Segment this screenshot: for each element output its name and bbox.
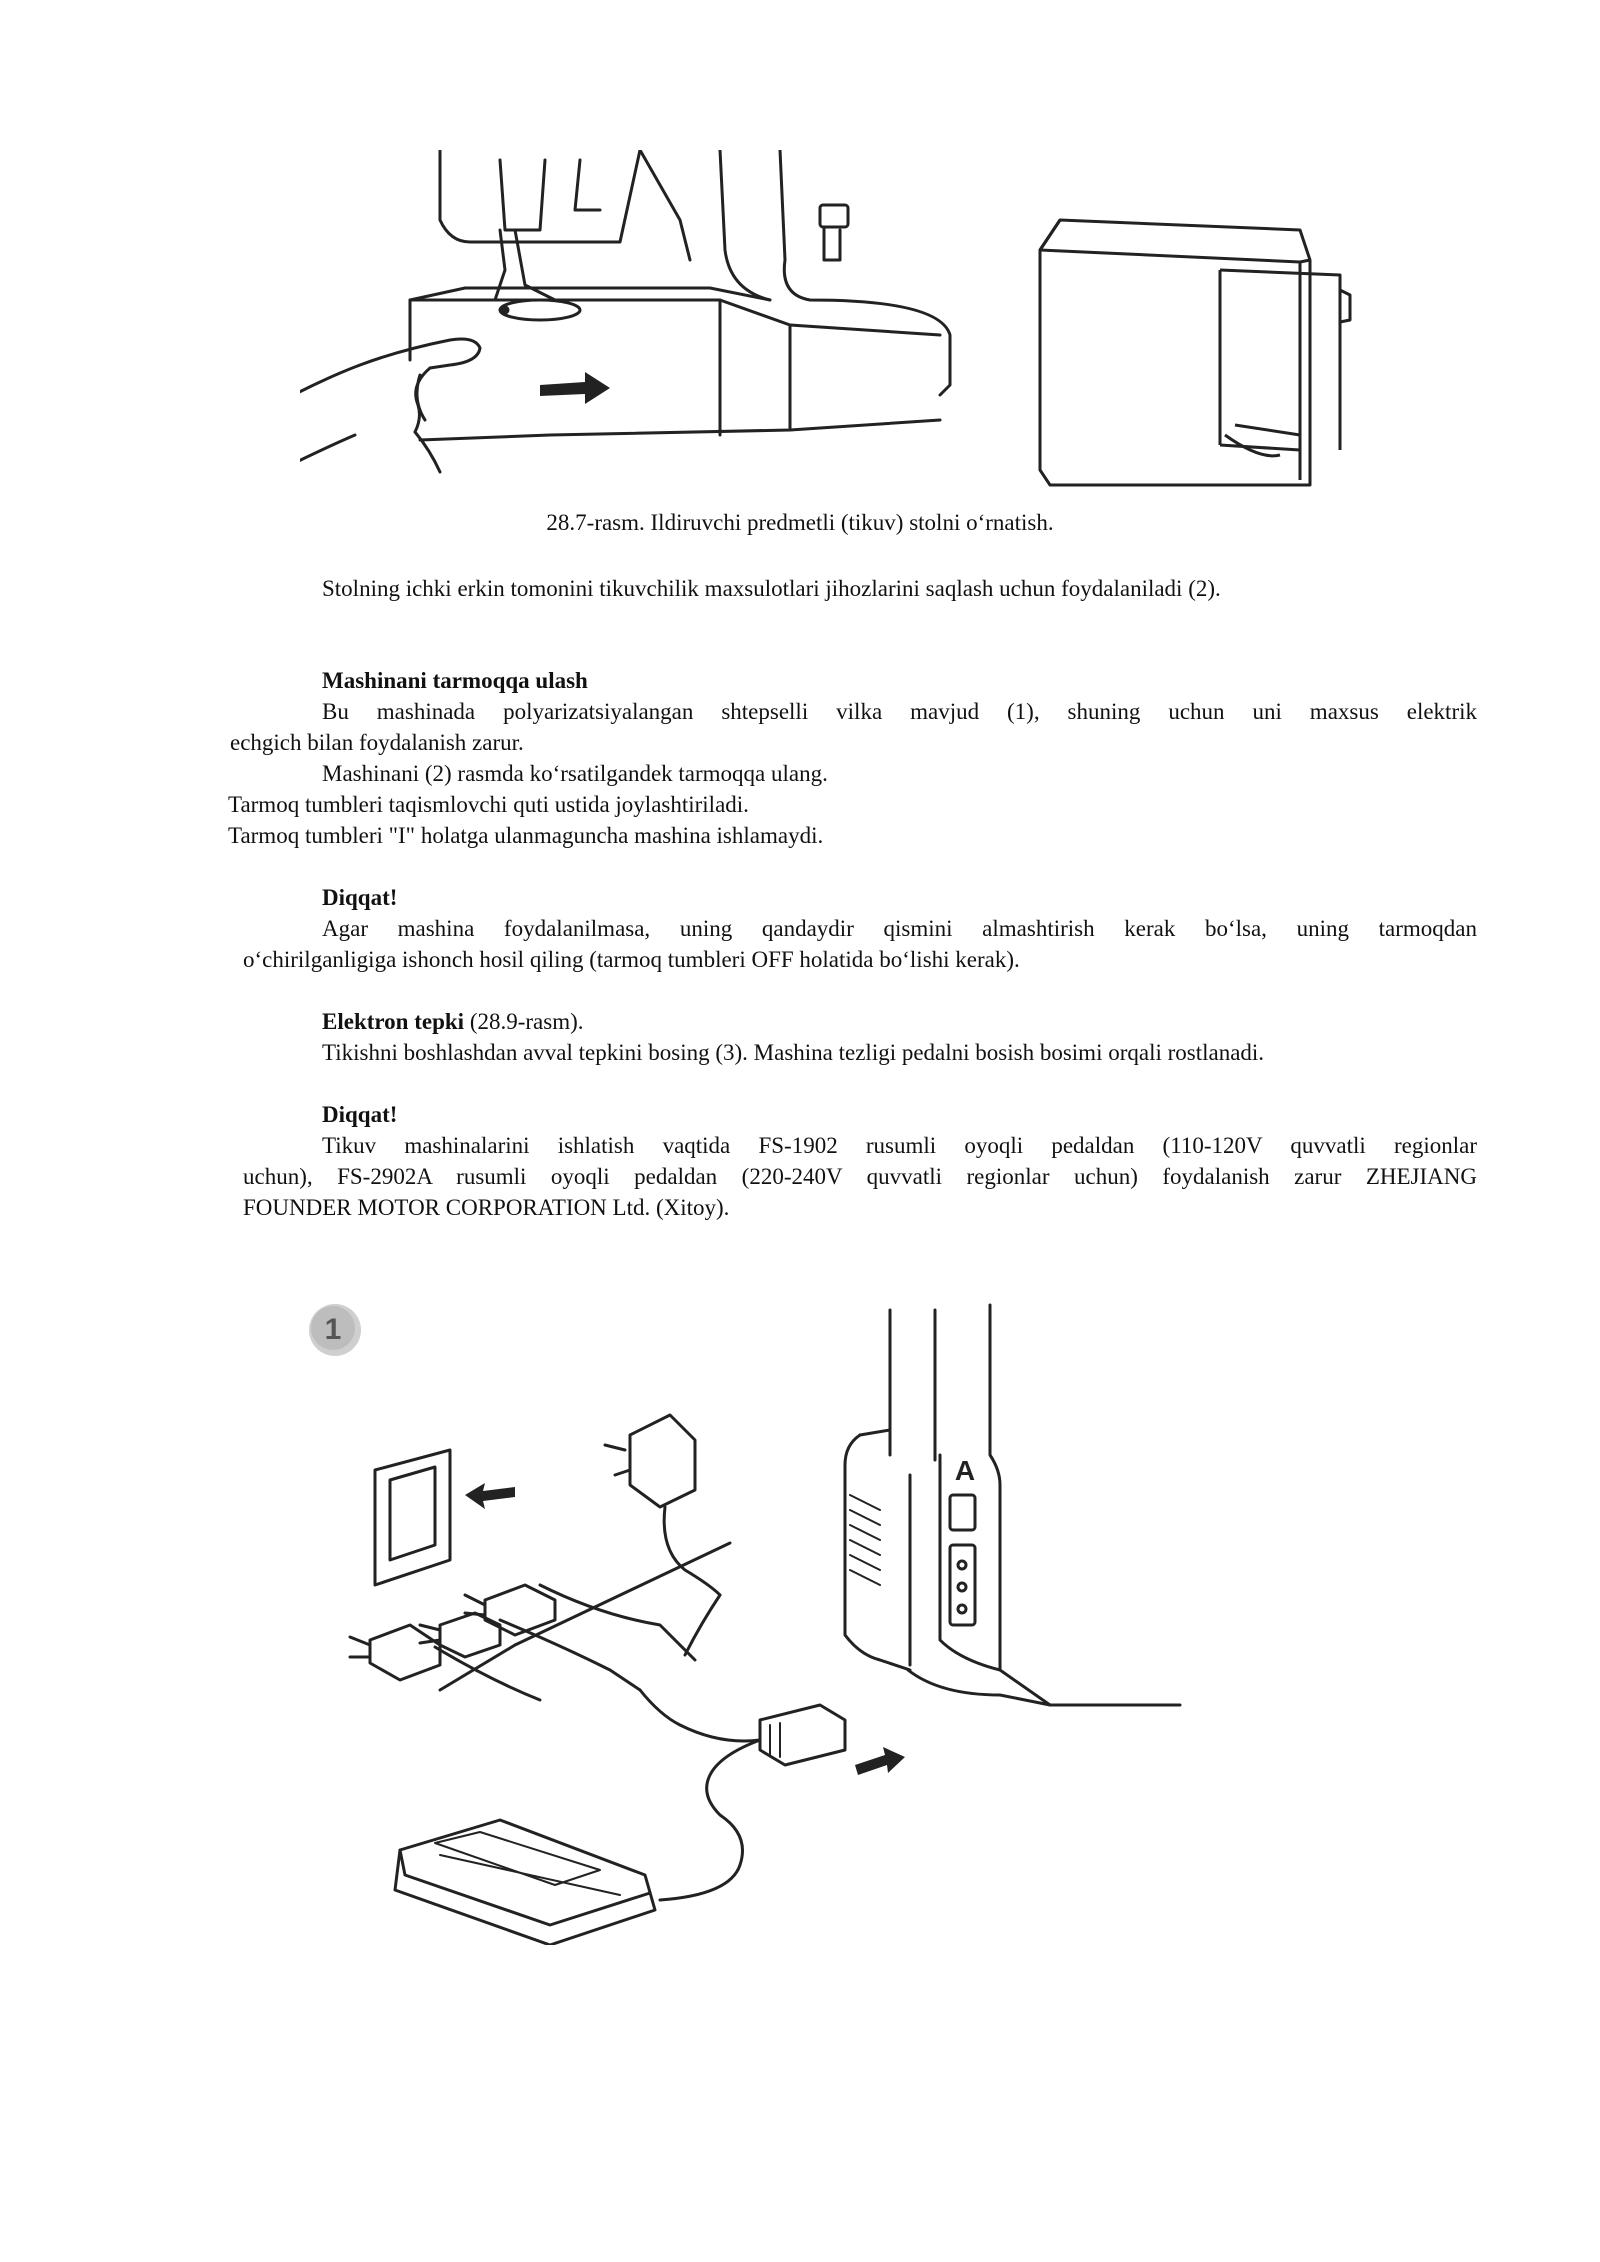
heading-attention-1: Diqqat! [322, 885, 398, 910]
attention-1-line2: oʻchirilganligiga ishonch hosil qiling (tarmoq tumbleri OFF holatida boʻlishi kerak). [243, 947, 1020, 972]
step-number-badge [309, 1304, 361, 1356]
figure-power-connection [300, 1295, 1190, 1945]
label-a: A [954, 1455, 976, 1486]
figure-caption-28-7: 28.7-rasm. Ildiruvchi predmetli (tikuv) stolni oʻrnatish. [546, 510, 1054, 535]
figure-extension-table [300, 150, 1420, 515]
attention-2-line2: uchun), FS-2902A rusumli oyoqli pedaldan (220-240V quvvatli regionlar uchun) foydalanish zarur ZHEJIANG [243, 1164, 1477, 1189]
heading-electronic-pedal [322, 1006, 584, 1037]
paragraph-switch-location: Tarmoq tumbleri taqismlovchi quti ustida joylashtiriladi. [228, 792, 749, 817]
paragraph-switch-position: Tarmoq tumbleri "I" holatga ulanmaguncha mashina ishlamaydi. [228, 823, 824, 848]
attention-2-line1: Tikuv mashinalarini ishlatish vaqtida FS-1902 rusumli oyoqli pedaldan (110-120V quvvatli regionlar [322, 1133, 1477, 1158]
paragraph-connect-figure: Mashinani (2) rasmda koʻrsatilgandek tarmoqqa ulang. [322, 761, 828, 786]
attention-2-line3: FOUNDER MOTOR CORPORATION Ltd. (Xitoy). [243, 1195, 730, 1220]
paragraph-pedal-usage: Tikishni boshlashdan avval tepkini bosing (3). Mashina tezligi pedalni bosish bosimi orqali rostlanadi. [322, 1040, 1265, 1065]
pedal-heading-bold: Elektron tepki [322, 1009, 465, 1034]
pedal-heading-ref: (28.9-rasm). [464, 1009, 584, 1034]
heading-connect-to-mains: Mashinani tarmoqqa ulash [322, 668, 588, 693]
paragraph-connect-line2: echgich bilan foydalanish zarur. [230, 730, 524, 755]
attention-1-line1: Agar mashina foydalanilmasa, uning qandaydir qismini almashtirish kerak boʻlsa, uning tarmoqdan [322, 916, 1477, 941]
paragraph-storage: Stolning ichki erkin tomonini tikuvchilik maxsulotlari jihozlarini saqlash uchun foydalaniladi (2). [322, 576, 1221, 601]
heading-attention-2: Diqqat! [322, 1102, 398, 1127]
step-number: 1 [324, 1313, 342, 1346]
paragraph-connect-line1: Bu mashinada polyarizatsiyalangan shtepselli vilka mavjud (1), shuning uchun uni maxsus elektrik [322, 699, 1477, 724]
